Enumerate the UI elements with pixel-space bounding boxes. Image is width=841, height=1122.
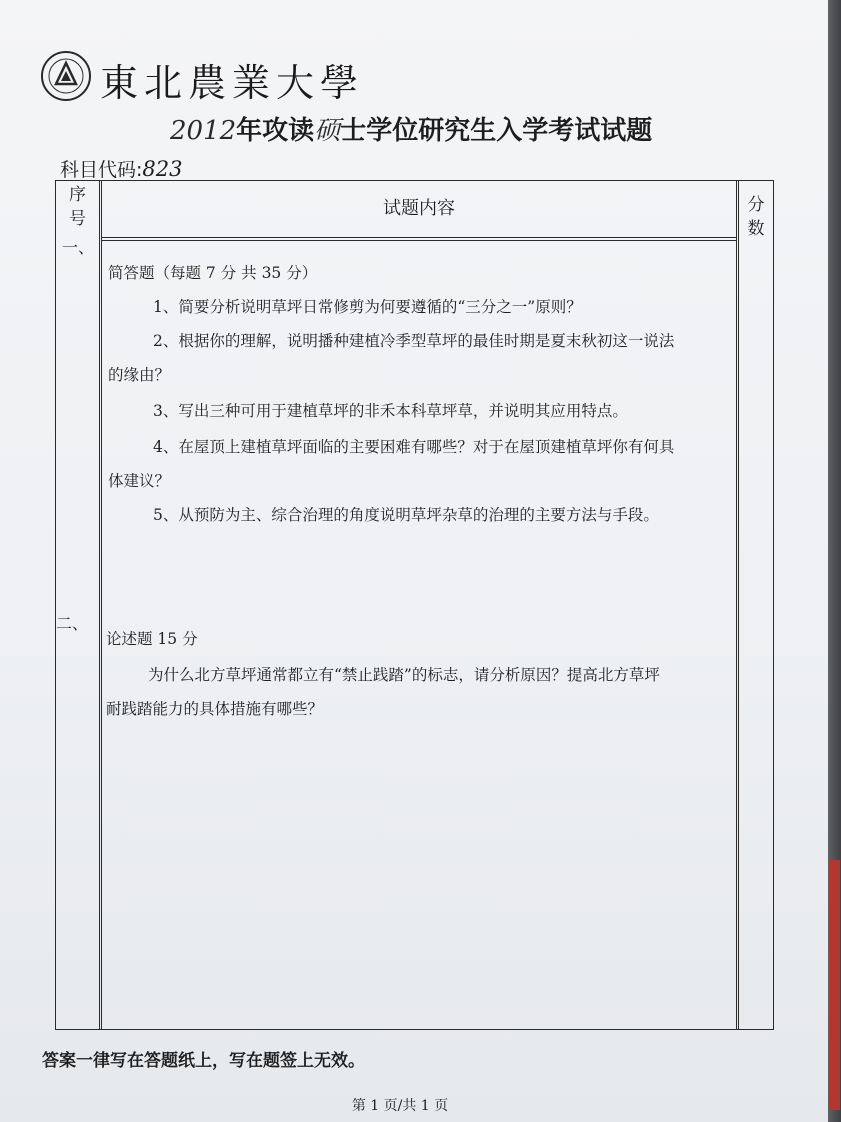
- question-table: [55, 180, 774, 1030]
- col-header-seq-line2: 号: [69, 209, 86, 229]
- exam-year: 2012: [170, 116, 237, 146]
- col-header-seq: [56, 183, 99, 231]
- col-header-score: [739, 193, 773, 241]
- question-1-4: 4、在屋顶上建植草坪面临的主要困难有哪些？对于在屋顶建植草坪你有何具: [153, 438, 675, 456]
- exam-title-part-2: 士学位研究生入学考试试题: [340, 116, 653, 146]
- red-folder-edge: [830, 860, 840, 1110]
- question-1-4-cont: 体建议？: [108, 472, 171, 490]
- col-header-content: 试题内容: [383, 198, 455, 219]
- university-name: 東北農業大學: [100, 61, 365, 105]
- exam-degree-handwritten: 硕: [314, 116, 341, 146]
- subject-code: [60, 155, 183, 182]
- question-1-5: 5、从预防为主、综合治理的角度说明草坪杂草的治理的主要方法与手段。: [153, 506, 659, 524]
- question-1-2-cont: 的缘由？: [108, 366, 171, 384]
- section-heading-2: 论述题 15 分: [106, 630, 198, 648]
- essay-question-line2: 耐践踏能力的具体措施有哪些？: [106, 700, 324, 718]
- section-heading-1: 简答题（每题 7 分 共 35 分）: [108, 264, 318, 282]
- section-number-1: 一、: [62, 238, 95, 257]
- page-number: 第 1 页/共 1 页: [351, 1098, 449, 1114]
- col-header-seq-line1: 序: [69, 185, 86, 205]
- table-divider: [99, 181, 100, 1029]
- question-1-2: 2、根据你的理解，说明播种建植冷季型草坪的最佳时期是夏末秋初这一说法: [153, 332, 675, 350]
- col-header-score-line2: 数: [747, 219, 765, 239]
- col-header-score-line1: 分: [747, 195, 765, 215]
- university-seal-icon: [40, 50, 92, 102]
- essay-question-line1: 为什么北方草坪通常都立有“禁止践踏”的标志，请分析原因？提高北方草坪: [148, 666, 660, 684]
- header-divider: [101, 240, 737, 241]
- section-number-2: 二、: [56, 614, 89, 633]
- table-divider: [736, 181, 737, 1029]
- subject-code-value: 823: [142, 157, 183, 181]
- exam-title-part-1: 年攻读: [236, 116, 315, 146]
- subject-code-label: 科目代码:: [60, 159, 143, 181]
- exam-title: [170, 110, 652, 147]
- question-1-1: 1、简要分析说明草坪日常修剪为何要遵循的“三分之一”原则？: [153, 298, 582, 316]
- table-divider: [101, 181, 102, 1029]
- answer-instruction: 答案一律写在答题纸上，写在题签上无效。: [42, 1051, 365, 1071]
- table-divider: [738, 181, 739, 1029]
- question-1-3: 3、写出三种可用于建植草坪的非禾本科草坪草，并说明其应用特点。: [153, 402, 628, 420]
- header-divider: [101, 237, 737, 238]
